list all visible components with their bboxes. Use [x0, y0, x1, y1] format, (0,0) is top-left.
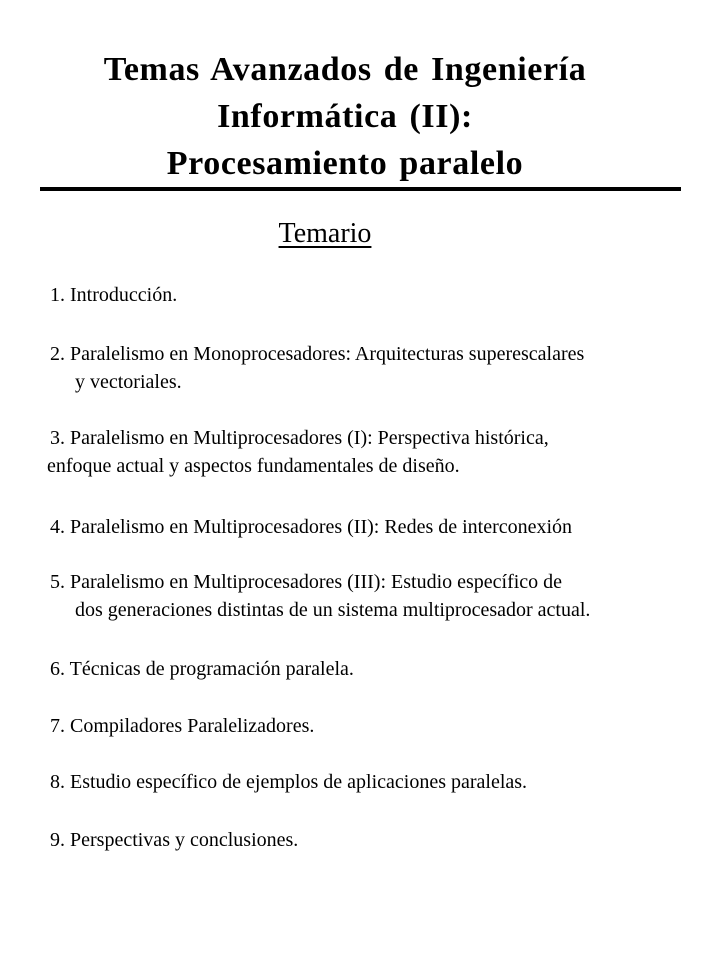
section-heading-text: Temario	[278, 218, 372, 249]
topic-item-5	[50, 568, 590, 624]
topic-text: 8. Estudio específico de ejemplos de aplicaciones paralelas.	[50, 771, 528, 793]
topic-text-continued: dos generaciones distintas de un sistema multiprocesador actual.	[75, 599, 591, 621]
topic-text: 1. Introducción.	[50, 284, 178, 306]
title-line-2: Informática (II):	[217, 98, 473, 135]
topic-text-continued: y vectoriales.	[75, 371, 182, 393]
topic-text-continued: enfoque actual y aspectos fundamentales de diseño.	[47, 455, 460, 477]
topic-item-2	[50, 340, 584, 396]
topic-text: 9. Perspectivas y conclusiones.	[50, 829, 299, 851]
topic-item-1	[50, 281, 177, 309]
topic-item-6	[50, 655, 354, 683]
topic-item-9	[50, 826, 298, 854]
title-line-3: Procesamiento paralelo	[166, 145, 524, 182]
topic-item-4	[50, 513, 572, 541]
topic-text: 3. Paralelismo en Multiprocesadores (I): Perspectiva histórica,	[50, 427, 549, 449]
topic-text: 6. Técnicas de programación paralela.	[50, 658, 354, 680]
topic-item-8	[50, 768, 527, 796]
topic-text: 7. Compiladores Paralelizadores.	[50, 715, 315, 737]
topic-text: 2. Paralelismo en Monoprocesadores: Arquitecturas superescalares	[50, 343, 585, 365]
topic-text: 5. Paralelismo en Multiprocesadores (III): Estudio específico de	[50, 571, 563, 593]
section-heading	[0, 216, 650, 252]
topic-item-7	[50, 712, 314, 740]
document-title	[0, 46, 690, 187]
topic-text: 4. Paralelismo en Multiprocesadores (II): Redes de interconexión	[50, 516, 573, 538]
topic-item-3	[47, 424, 549, 480]
title-divider	[40, 187, 681, 191]
title-line-1: Temas Avanzados de Ingeniería	[103, 51, 587, 88]
